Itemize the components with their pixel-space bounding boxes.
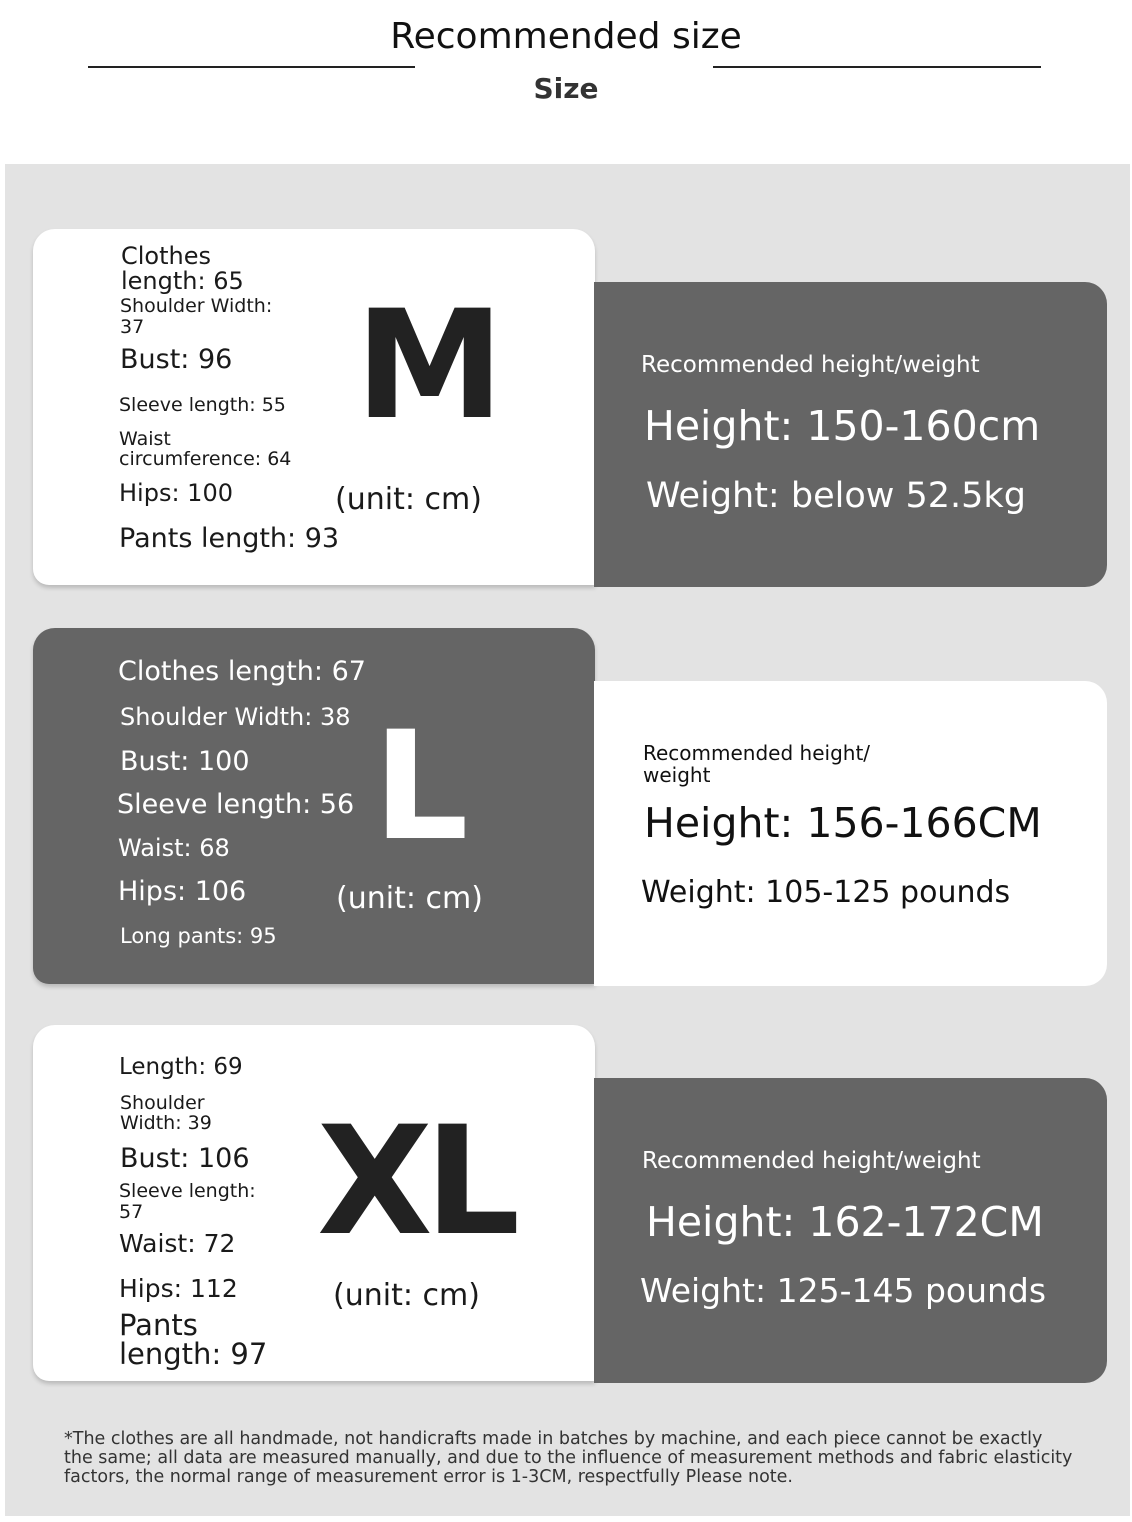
size-m-weight: Weight: below 52.5kg: [646, 476, 1026, 516]
size-m-hips: Hips: 100: [119, 479, 233, 507]
size-xl-weight: Weight: 125-145 pounds: [640, 1271, 1047, 1310]
size-m-clothes-length-line2: length: 65: [121, 267, 244, 295]
size-m-waist-line1: Waist: [119, 428, 171, 450]
size-l-recommendation: [594, 681, 1107, 986]
size-l-card: [33, 628, 595, 984]
title-divider-right: [713, 66, 1041, 68]
size-m-shoulder-line2: 37: [120, 316, 145, 338]
size-xl-card: [33, 1025, 595, 1381]
size-xl-shoulder-line2: Width: 39: [120, 1112, 212, 1134]
size-xl-hips: Hips: 112: [119, 1274, 238, 1303]
size-xl-height: Height: 162-172CM: [646, 1198, 1044, 1246]
size-m-recommendation: [594, 282, 1107, 587]
size-m-pants: Pants length: 93: [119, 523, 340, 554]
size-xl-sleeve-line2: 57: [119, 1201, 144, 1223]
title-divider-left: [88, 66, 415, 68]
size-l-bust: Bust: 100: [120, 746, 250, 777]
size-l-pants: Long pants: 95: [120, 924, 277, 948]
size-xl-length: Length: 69: [119, 1054, 243, 1080]
size-xl-bust: Bust: 106: [120, 1143, 250, 1174]
size-xl-pants-line2: length: 97: [119, 1337, 268, 1371]
measurement-disclaimer: *The clothes are all handmade, not handicrafts made in batches by machine, and each piece cannot be exactly the same; all data are measured manually, and due to the influence of measurement methods and fabric elasticity factors, the normal range of measurement error is 1-3CM, respectfully Please note.: [64, 1429, 1073, 1487]
size-l-letter: L: [373, 700, 469, 874]
size-l-rec-title-line1: Recommended height/: [643, 741, 871, 765]
size-m-clothes-length-line1: Clothes: [121, 242, 211, 270]
size-xl-rec-title: Recommended height/weight: [642, 1148, 981, 1174]
size-l-waist: Waist: 68: [118, 834, 230, 862]
size-l-sleeve: Sleeve length: 56: [117, 789, 355, 820]
size-l-height: Height: 156-166CM: [644, 799, 1042, 847]
size-l-unit: (unit: cm): [336, 881, 483, 916]
size-m-height: Height: 150-160cm: [644, 402, 1041, 450]
size-m-card: [33, 229, 595, 585]
size-m-bust: Bust: 96: [120, 344, 233, 375]
size-m-shoulder-line1: Shoulder Width:: [120, 295, 273, 317]
size-l-rec-title-line2: weight: [643, 763, 711, 787]
page-subtitle: Size: [533, 72, 599, 105]
page-title: Recommended size: [390, 16, 742, 57]
size-m-waist-line2: circumference: 64: [119, 448, 292, 470]
size-xl-waist: Waist: 72: [119, 1229, 236, 1258]
size-xl-unit: (unit: cm): [333, 1278, 480, 1313]
size-xl-letter: XL: [317, 1095, 513, 1269]
size-l-weight: Weight: 105-125 pounds: [641, 875, 1011, 910]
size-m-rec-title: Recommended height/weight: [641, 352, 980, 378]
size-l-hips: Hips: 106: [118, 876, 247, 907]
size-xl-shoulder-line1: Shoulder: [120, 1092, 205, 1114]
size-xl-pants-line1: Pants: [119, 1308, 198, 1342]
size-xl-recommendation: [594, 1078, 1107, 1383]
size-xl-sleeve-line1: Sleeve length:: [119, 1180, 256, 1202]
size-m-sleeve: Sleeve length: 55: [119, 394, 286, 416]
size-l-clothes-length: Clothes length: 67: [118, 656, 366, 687]
size-m-letter: M: [355, 279, 505, 453]
size-m-unit: (unit: cm): [335, 482, 482, 517]
size-l-shoulder: Shoulder Width: 38: [120, 703, 351, 731]
